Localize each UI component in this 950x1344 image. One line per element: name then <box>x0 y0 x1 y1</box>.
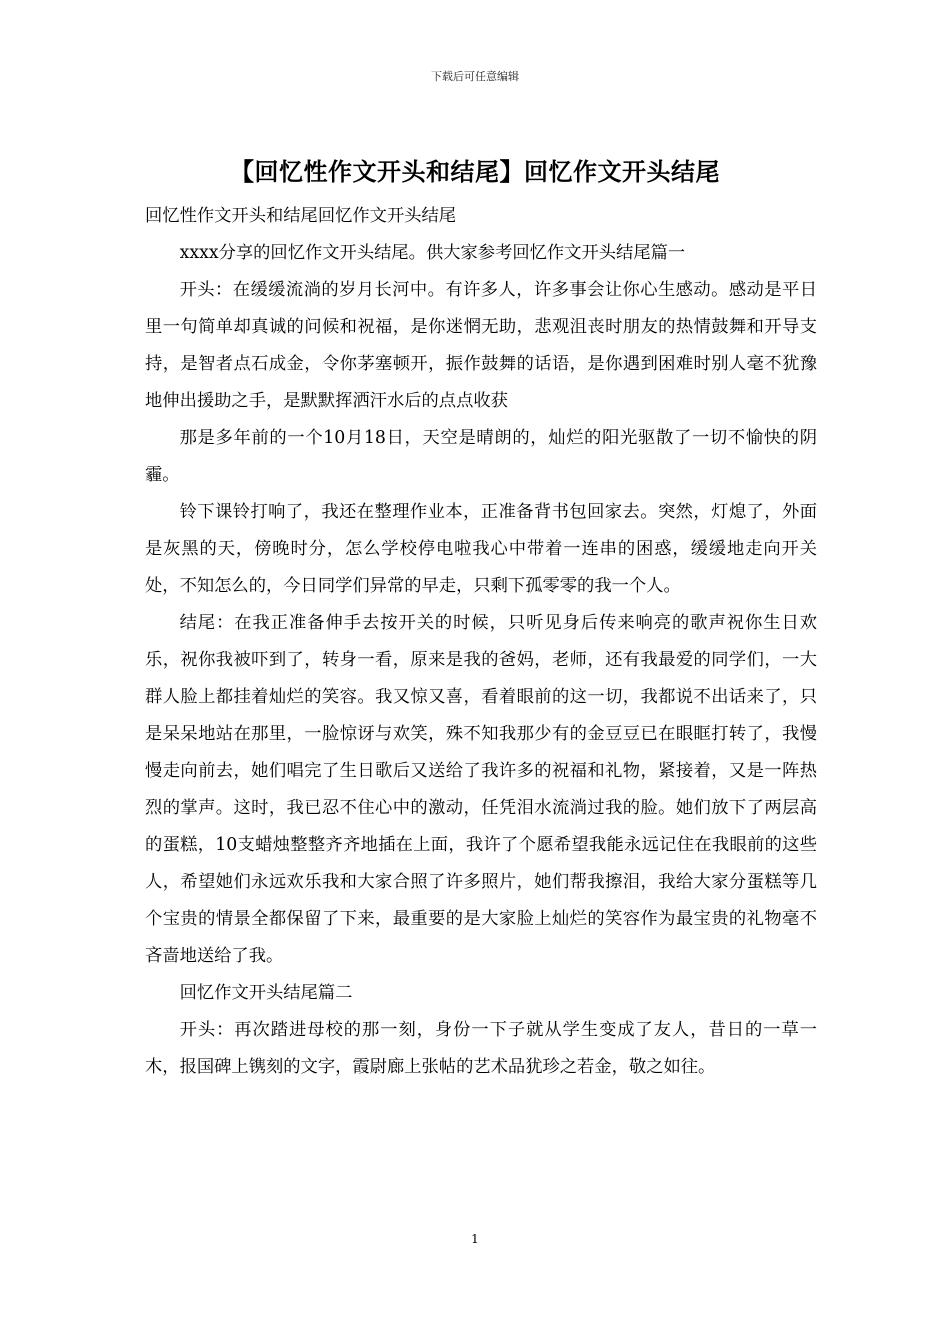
body-paragraph: 那是多年前的一个10月18日，天空是晴朗的，灿烂的阳光驱散了一切不愉快的阴霾。 <box>145 428 817 485</box>
document-body <box>145 198 817 1086</box>
document-title: 【回忆性作文开头和结尾】回忆作文开头结尾 <box>230 157 720 186</box>
body-paragraph: 开头：在缓缓流淌的岁月长河中。有许多人，许多事会让你心生感动。感动是平日里一句简单却真诚的问候和祝福，是你迷惘无助，悲观沮丧时朋友的热情鼓舞和开导支持，是智者点石成金，令你茅塞顿开，振作鼓舞的话语，是你遇到困难时别人毫不犹豫地伸出援助之手，是默默挥洒汗水后的点点收获 <box>145 280 817 411</box>
body-paragraph: 铃下课铃打响了，我还在整理作业本，正准备背书包回家去。突然，灯熄了，外面是灰黑的天，傍晚时分，怎么学校停电啦我心中带着一连串的困惑，缓缓地走向开关处，不知怎么的，今日同学们异常的早走，只剩下孤零零的我一个人。 <box>145 502 817 596</box>
page-number: 1 <box>471 1232 479 1246</box>
page-header-note: 下载后可任意编辑 <box>431 70 519 83</box>
body-paragraph: 开头：再次踏进母校的那一刻，身份一下子就从学生变成了友人，昔日的一草一木，报国碑上镌刻的文字，霞尉廊上张帖的艺术品犹珍之若金，敬之如往。 <box>145 1020 817 1077</box>
intro-paragraph: xxxx分享的回忆作文开头结尾。供大家参考回忆作文开头结尾篇一 <box>179 243 686 263</box>
subtitle-paragraph: 回忆性作文开头和结尾回忆作文开头结尾 <box>145 206 457 226</box>
body-paragraph: 结尾：在我正准备伸手去按开关的时候，只听见身后传来响亮的歌声祝你生日欢乐，祝你我被吓到了，转身一看，原来是我的爸妈，老师，还有我最爱的同学们，一大群人脸上都挂着灿烂的笑容。我又惊又喜，看着眼前的这一切，我都说不出话来了，只是呆呆地站在那里，一脸惊讶与欢笑，殊不知我那少有的金豆豆已在眼眶打转了，我慢慢走向前去，她们唱完了生日歌后又送给了我许多的祝福和礼物，紧接着，又是一阵热烈的掌声。这时，我已忍不住心中的激动，任凭泪水流淌过我的脸。她们放下了两层高的蛋糕，10支蜡烛整整齐齐地插在上面，我许了个愿希望我能永远记住在我眼前的这些人，希望她们永远欢乐我和大家合照了许多照片，她们帮我擦泪，我给大家分蛋糕等几个宝贵的情景全都保留了下来，最重要的是大家脸上灿烂的笑容作为最宝贵的礼物毫不吝啬地送给了我。 <box>145 613 817 966</box>
section-heading: 回忆作文开头结尾篇二 <box>179 983 353 1003</box>
